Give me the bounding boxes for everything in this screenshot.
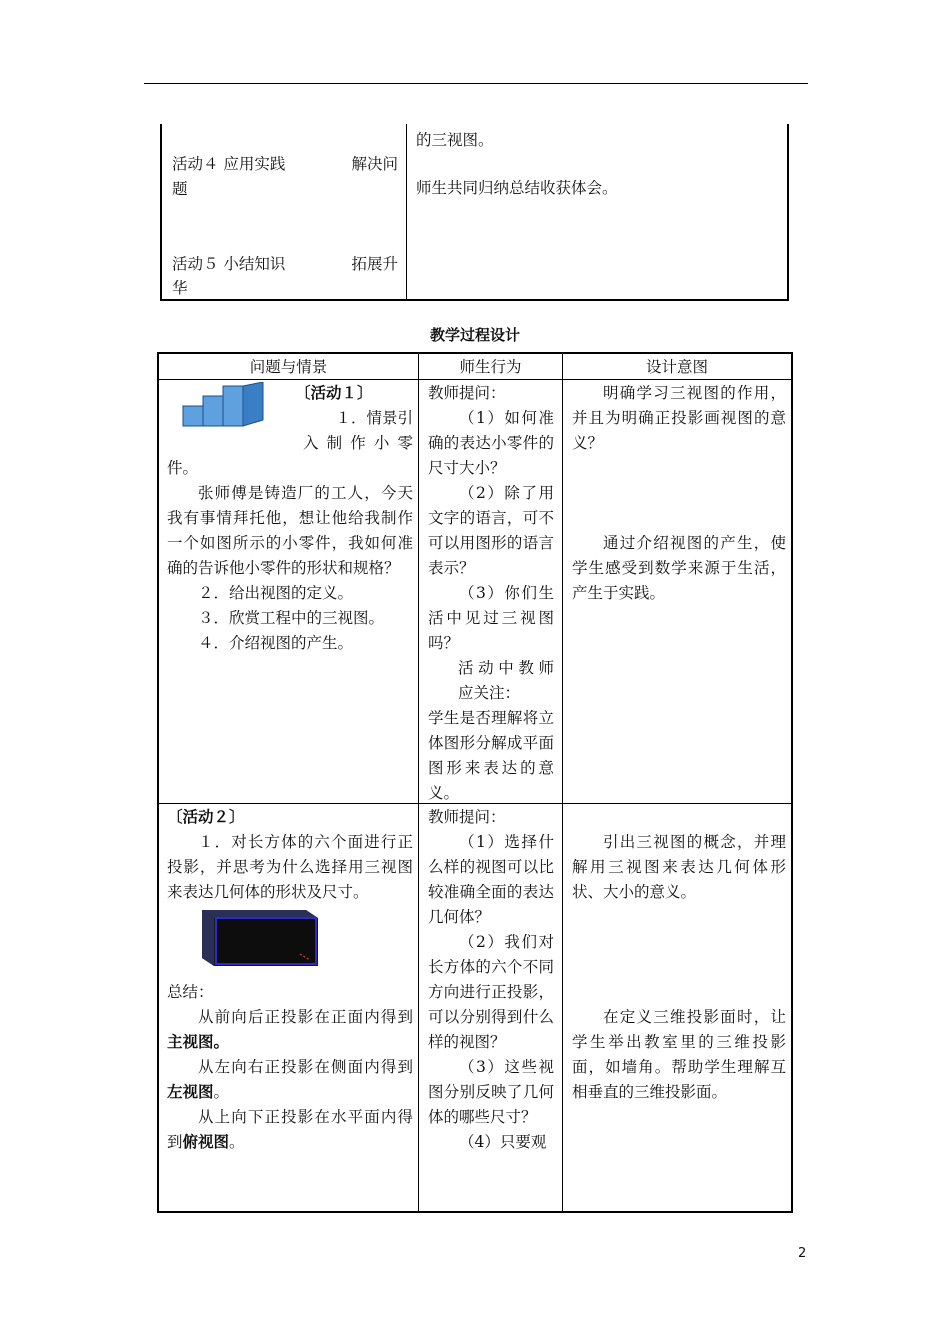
item-4: ４．介绍视图的产生。 bbox=[198, 634, 354, 652]
question-2-3: （3）这些视图分别反映了几何体的哪些尺寸？ bbox=[428, 1058, 554, 1126]
question-1: （1）如何准确的表达小零件的尺寸大小？ bbox=[428, 409, 554, 477]
activity1-line-c: 件。 bbox=[167, 459, 199, 477]
summary-top: 从上向下正投影在水平面内得到俯视图。 bbox=[167, 1108, 413, 1151]
activity2-label: 〔活动２〕 bbox=[167, 808, 245, 826]
right-line-1: 的三视图。 bbox=[416, 131, 494, 149]
intent-2-1: 引出三视图的概念，并理解用三视图来表达几何体形状、大小的意义。 bbox=[572, 833, 786, 901]
row1-behavior-block bbox=[428, 381, 554, 806]
focus-line-b: 应关注： bbox=[458, 684, 521, 702]
focus-line-a: 活动中教师 bbox=[458, 659, 554, 677]
header-intent: 设计意图 bbox=[645, 358, 708, 376]
activity4-label: 活动４ 应用实践 解决问 bbox=[172, 155, 398, 173]
activity4-label-cont: 题 bbox=[172, 180, 188, 198]
row2-intent-block bbox=[572, 830, 786, 1105]
intent-1: 明确学习三视图的作用，并且为明确正投影画视图的意义？ bbox=[572, 384, 786, 452]
question-2: （2）除了用文字的语言，可不可以用图形的语言表示？ bbox=[428, 484, 554, 577]
header-question: 问题与情景 bbox=[249, 358, 328, 376]
focus-content: 学生是否理解将立体图形分解成平面图形来表达的意义。 bbox=[428, 709, 554, 802]
summary-label: 总结： bbox=[167, 983, 214, 1001]
activity5-label: 活动５ 小结知识 拓展升 bbox=[172, 255, 398, 273]
row1-question-block bbox=[167, 481, 413, 656]
activity1-line-a: １．情景引 bbox=[335, 409, 413, 427]
question-2-4: （4）只要观 bbox=[459, 1133, 547, 1151]
activity1-line-b: 入制作小零 bbox=[303, 434, 413, 452]
row1-intent-block bbox=[572, 381, 786, 606]
stairs-part-image bbox=[161, 382, 271, 440]
activity2-text: １．对长方体的六个面进行正投影，并思考为什么选择用三视图来表达几何体的形状及尺寸。 bbox=[167, 833, 413, 901]
header-behavior: 师生行为 bbox=[459, 358, 522, 376]
intent-2-2: 在定义三维投影面时，让学生举出教室里的三维投影面，如墙角。帮助学生理解互相垂直的三维投影面。 bbox=[572, 1008, 786, 1101]
column-divider bbox=[406, 124, 407, 299]
right-line-2: 师生共同归纳总结收获体会。 bbox=[416, 179, 618, 197]
question-3: （3）你们生活中见过三视图吗？ bbox=[428, 584, 554, 652]
cuboid-image bbox=[202, 910, 326, 968]
header-divider bbox=[159, 379, 791, 380]
continuation-table bbox=[160, 124, 789, 301]
item-2: ２．给出视图的定义。 bbox=[198, 584, 354, 602]
summary-left: 从左向右正投影在侧面内得到左视图。 bbox=[167, 1058, 413, 1101]
teaching-process-table bbox=[157, 352, 793, 1213]
question-2-2: （2）我们对长方体的六个不同方向进行正投影，可以分别得到什么样的视图？ bbox=[428, 933, 554, 1051]
question-2-1: （1）选择什么样的视图可以比较准确全面的表达几何体？ bbox=[428, 833, 554, 926]
col-divider-2 bbox=[562, 354, 563, 1211]
intent-2: 通过介绍视图的产生，使学生感受到数学来源于生活，产生于实践。 bbox=[572, 534, 786, 602]
header-rule bbox=[144, 83, 808, 84]
activity1-label: 〔活动１〕 bbox=[295, 384, 373, 402]
page-number: 2 bbox=[798, 1246, 807, 1261]
row2-question-block-bottom bbox=[167, 980, 413, 1155]
summary-front: 从前向后正投影在正面内得到主视图。 bbox=[167, 1008, 413, 1051]
item-3: ３．欣赏工程中的三视图。 bbox=[198, 609, 385, 627]
row2-question-block-top bbox=[167, 805, 413, 905]
scenario-paragraph: 张师傅是铸造厂的工人，今天我有事情拜托他，想让他给我制作一个如图所示的小零件，我如何准确的告诉他小零件的形状和规格？ bbox=[167, 484, 413, 577]
row2-behavior-block bbox=[428, 805, 554, 1155]
col-divider-1 bbox=[418, 354, 419, 1211]
activity5-label-cont: 华 bbox=[172, 279, 188, 297]
teacher-asks-2: 教师提问： bbox=[428, 808, 506, 826]
teacher-asks: 教师提问： bbox=[428, 384, 506, 402]
section-title: 教学过程设计 bbox=[429, 326, 520, 344]
